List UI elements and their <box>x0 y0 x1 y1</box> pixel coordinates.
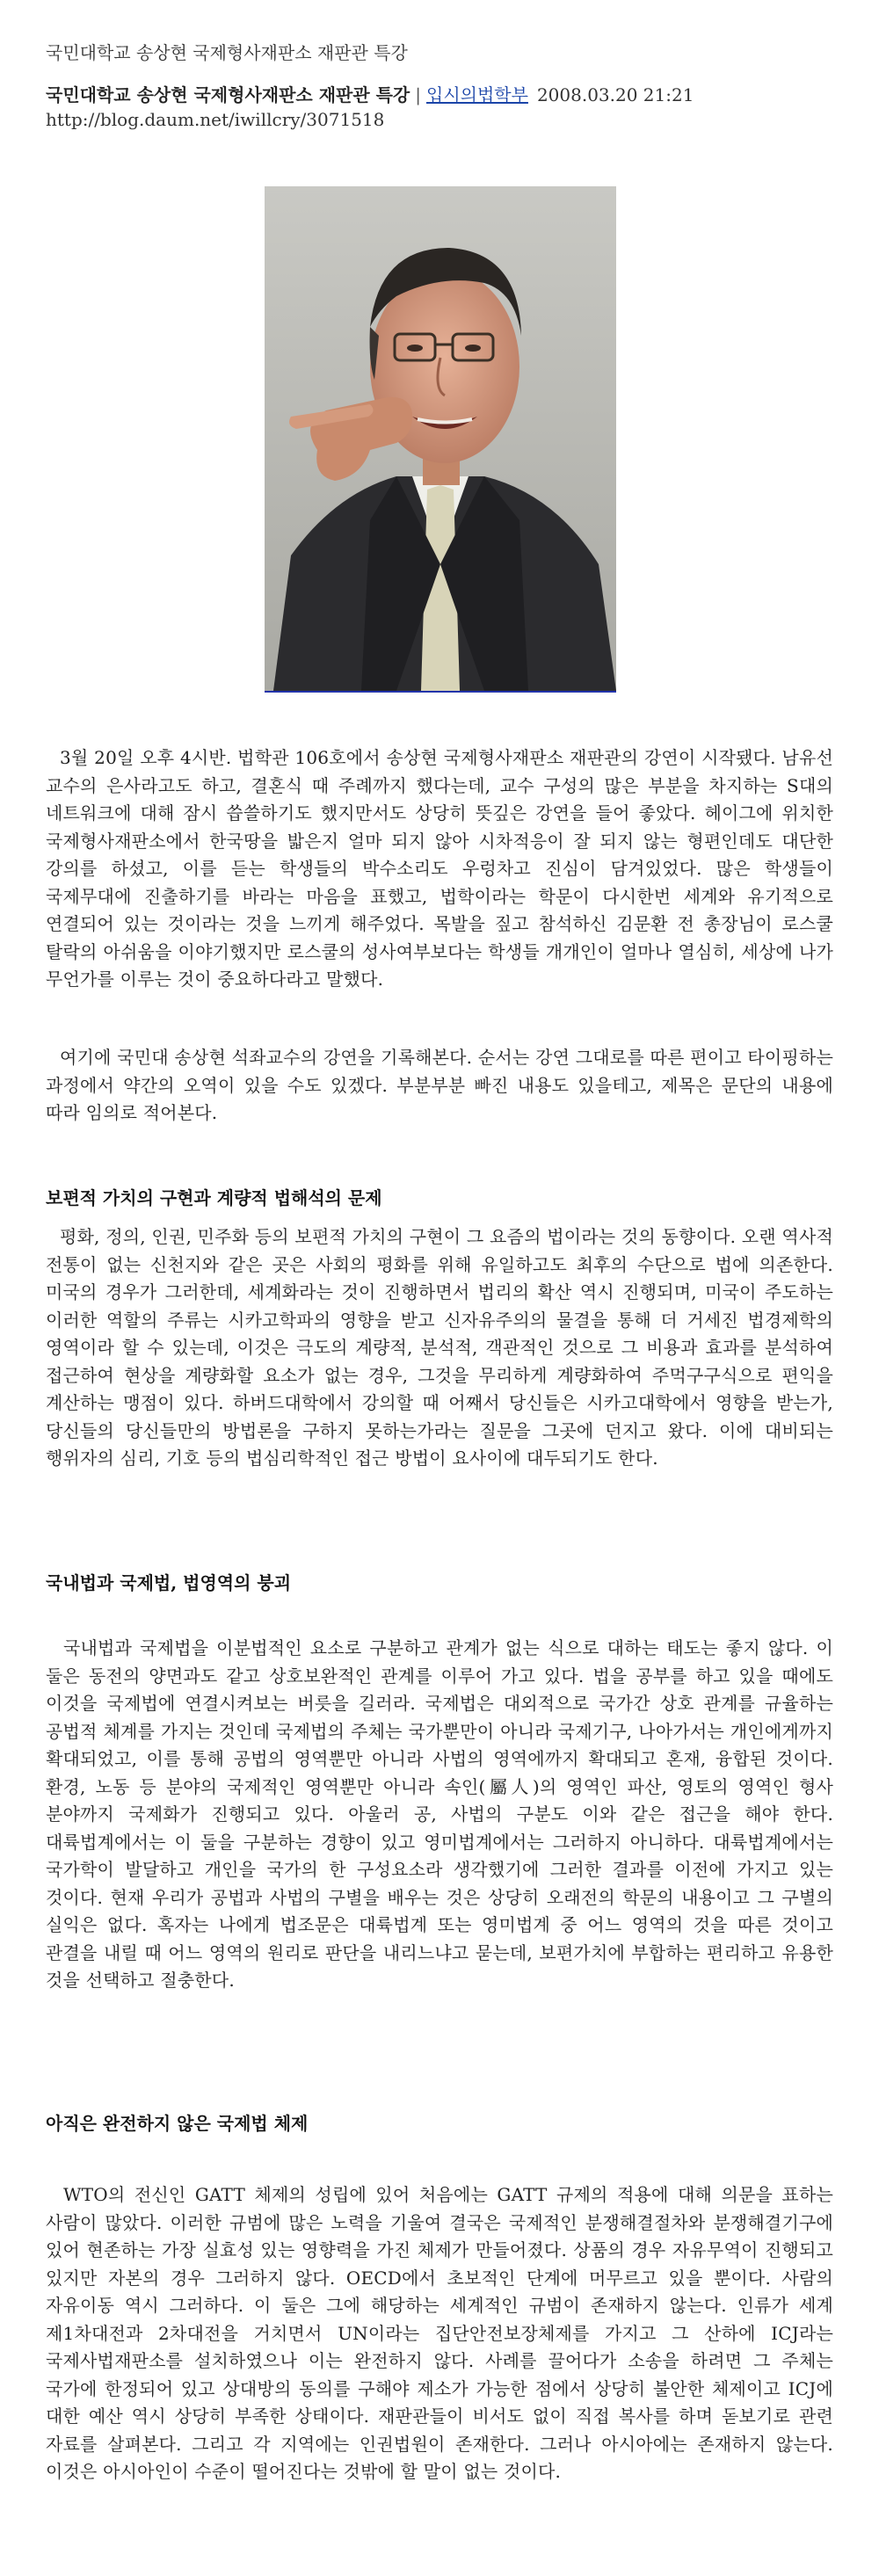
section-heading: 아직은 완전하지 않은 국제법 체제 <box>46 2113 309 2134</box>
note-paragraph <box>46 1044 833 1128</box>
section-paragraph <box>46 2181 833 2486</box>
section-paragraph <box>46 1223 833 1473</box>
post-url[interactable]: http://blog.daum.net/iwillcry/3071518 <box>46 109 385 130</box>
category-link[interactable]: 입시의법학부 <box>426 84 528 105</box>
intro-paragraph-text: 3월 20일 오후 4시반. 법학관 106호에서 송상현 국제형사재판소 재판관의 강연이 시작됐다. 남유선 교수의 은사라고도 하고, 결혼식 때 주례까지 했다는데, 교수 구성의 많은 부분을 차지하는 S대의 네트워크에 대해 잠시 씁쓸하기도 했지만서도 상당히 뜻깊은 강연을 들어 좋았다. 헤이그에 위치한 국제형사재판소에서 한국땅을 밟은지 얼마 되지 않아 시차적응이 잘 되지 않는 형편인데도 대단한 강의를 하셨고, 이를 듣는 학생들의 박수소리도 우렁차고 진심이 담겨있었다. 많은 학생들이 국제무대에 진출하기를 바라는 마음을 표했고, 법학이라는 학문이 다시한번 세계와 유기적으로 연결되어 있는 것이라는 것을 느끼게 해주었다. 목발을 짚고 참석하신 김문환 전 총장님이 로스쿨 탈락의 아쉬움을 이야기했지만 로스쿨의 성사여부보다는 학생들 개개인이 얼마나 열심히, 세상에 나가 무언가를 이루는 것이 중요하다라고 말했다. <box>46 747 833 990</box>
page-heading: 국민대학교 송상현 국제형사재판소 재판관 특강 <box>46 42 408 63</box>
meta-separator: | <box>415 84 422 105</box>
section-heading: 보편적 가치의 구현과 계량적 법해석의 문제 <box>46 1187 382 1208</box>
section-heading: 국내법과 국제법, 법영역의 붕괴 <box>46 1572 292 1593</box>
note-paragraph-text: 여기에 국민대 송상현 석좌교수의 강연을 기록해본다. 순서는 강연 그대로를 따른 편이고 타이핑하는 과정에서 약간의 오역이 있을 수도 있겠다. 부분부분 빠진 내용도 있을테고, 제목은 문단의 내용에 따라 임의로 적어본다. <box>46 1047 833 1123</box>
section-paragraph-text: WTO의 전신인 GATT 체제의 성립에 있어 처음에는 GATT 규제의 적용에 대해 의문을 표하는 사람이 많았다. 이러한 규범에 많은 노력을 기울여 결국은 국제적인 분쟁해결절차와 분쟁해결기구에 있어 현존하는 가장 실효성 있는 영향력을 가진 체제가 만들어졌다. 상품의 경우 자유무역이 진행되고 있지만 자본의 경우 그러하지 않다. OECD에서 초보적인 단계에 머무르고 있을 뿐이다. 사람의 자유이동 역시 그러하다. 이 둘은 그에 해당하는 세계적인 규범이 존재하지 않는다. 인류가 세계 제1차대전과 2차대전을 거치면서 UN이라는 집단안전보장체제를 가지고 그 산하에 ICJ라는 국제사법재판소를 설치하였으나 이는 완전하지 않다. 사례를 끌어다가 소송을 하려면 그 주체는 국가에 한정되어 있고 상대방의 동의를 구해야 제소가 가능한 점에서 상당히 불안한 체제이고 ICJ에 대한 예산 역시 상당히 부족한 상태이다. 재판관들이 비서도 없이 직접 복사를 하며 돋보기로 관련 자료를 살펴본다. 그리고 각 지역에는 인권법원이 존재한다. 그러나 아시아에는 존재하지 않는다. 이것은 아시아인이 수준이 떨어진다는 것밖에 할 말이 없는 것이다. <box>46 2184 833 2482</box>
section-paragraph-text: 평화, 정의, 인권, 민주화 등의 보편적 가치의 구현이 그 요즘의 법이라는 것의 동향이다. 오랜 역사적 전통이 없는 신천지와 같은 곳은 사회의 평화를 위해 유일하고도 최후의 수단으로 법에 의존한다. 미국의 경우가 그러한데, 세계화라는 것이 진행하면서 법리의 확산 역시 진행되며, 미국이 주도하는 이러한 역할의 주류는 시카고학파의 영향을 받고 신자유주의의 물결을 통해 더 거세진 법경제학의 영역이라 할 수 있는데, 이것은 극도의 계량적, 분석적, 객관적인 것으로 그 비용과 효과를 분석하여 접근하여 현상을 계량화할 요소가 없는 경우, 그것을 무리하게 계량화하여 주먹구구식으로 편익을 계산하는 맹점이 있다. 하버드대학에서 강의할 때 어째서 당신들은 시카고대학에서 영향을 받는가, 당신들의 당신들만의 방법론을 구하지 못하는가라는 질문을 그곳에 던지고 왔다. 이에 대비되는 행위자의 심리, 기호 등의 법심리학적인 접근 방법이 요사이에 대두되기도 한다. <box>46 1226 833 1469</box>
speaker-photo-image <box>265 186 616 691</box>
intro-paragraph <box>46 744 833 994</box>
section-paragraph <box>46 1635 833 1995</box>
post-meta <box>46 81 694 106</box>
speaker-photo <box>265 186 616 693</box>
section-paragraph-text: 국내법과 국제법을 이분법적인 요소로 구분하고 관계가 없는 식으로 대하는 태도는 좋지 않다. 이 둘은 동전의 양면과도 같고 상호보완적인 관계를 이루어 가고 있다. 법을 공부를 하고 있을 때에도 이것을 국제법에 연결시켜보는 버릇을 길러라. 국제법은 대외적으로 국가간 상호 관계를 규율하는 공법적 체계를 가지는 것인데 국제법의 주체는 국가뿐만이 아니라 국제기구, 나아가서는 개인에게까지 확대되었고, 이를 통해 공법의 영역뿐만 아니라 사법의 영역에까지 확대되고 혼재, 융합된 것이다. 환경, 노동 등 분야의 국제적인 영역뿐만 아니라 속인(屬人)의 영역인 파산, 영토의 영역인 형사 분야까지 국제화가 진행되고 있다. 아울러 공, 사법의 구분도 이와 같은 접근을 해야 한다. 대륙법계에서는 이 둘을 구분하는 경향이 있고 영미법계에서는 그러하지 아니하다. 대륙법계에서는 국가학이 발달하고 개인을 국가의 한 구성요소라 생각했기에 그러한 결과를 이전에 가지고 있는 것이다. 현재 우리가 공법과 사법의 구별을 배우는 것은 상당히 오래전의 학문의 내용이고 그 구별의 실익은 없다. 혹자는 나에게 법조문은 대륙법계 또는 영미법계 중 어느 영역의 것을 따른 것이고 관결을 내릴 때 어느 영역의 원리로 판단을 내리느냐고 묻는데, 보편가치에 부합하는 편리하고 유용한 것을 선택하고 절충한다. <box>46 1637 833 1991</box>
post-title: 국민대학교 송상현 국제형사재판소 재판관 특강 <box>46 84 410 105</box>
post-date: 2008.03.20 21:21 <box>536 84 694 105</box>
